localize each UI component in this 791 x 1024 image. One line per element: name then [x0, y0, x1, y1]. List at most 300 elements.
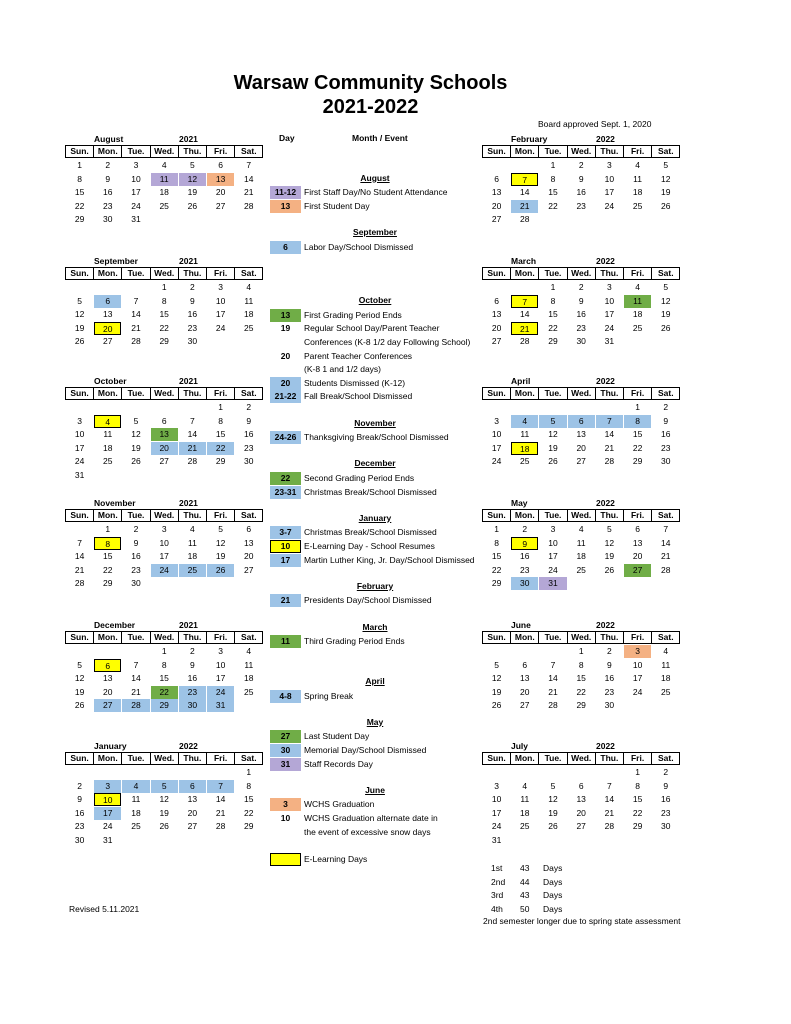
event-row — [270, 635, 485, 648]
calendar-day: 4 — [94, 415, 121, 428]
calendar-year: 2022 — [596, 134, 615, 144]
calendar-day: 26 — [187, 200, 198, 211]
calendar-day: 23 — [604, 686, 615, 697]
weekday-header: Mon. — [510, 387, 539, 400]
weekday-header: Thu. — [178, 267, 207, 280]
calendar-day: 12 — [74, 673, 85, 684]
semester-note: 2nd semester longer due to spring state assessment — [483, 916, 681, 926]
calendar-year: 2022 — [179, 741, 198, 751]
event-day-badge: 4-8 — [270, 690, 301, 703]
calendar-day: 22 — [632, 442, 643, 453]
weekday-header: Sun. — [65, 387, 94, 400]
weekday-header: Wed. — [567, 267, 596, 280]
calendar-day: 15 — [244, 794, 254, 805]
semester-unit: Days — [543, 863, 563, 873]
calendar-day: 4 — [511, 415, 538, 428]
calendar-day: 21 — [604, 442, 615, 453]
weekday-header: Thu. — [178, 631, 207, 644]
calendar-year: 2022 — [596, 376, 615, 386]
calendar-day: 17 — [604, 309, 615, 320]
event-day-badge: 23-31 — [270, 486, 301, 499]
weekday-header: Thu. — [595, 267, 624, 280]
calendar-day: 2 — [190, 282, 195, 292]
weekday-header: Sun. — [482, 631, 511, 644]
calendar-day: 17 — [131, 187, 141, 198]
event-day-badge: 3 — [270, 798, 301, 811]
calendar-day: 22 — [632, 807, 643, 818]
calendar-day: 5 — [77, 295, 82, 306]
calendar-day: 19 — [548, 442, 558, 453]
event-text: First Staff Day/No Student Attendance — [304, 187, 448, 198]
weekday-header: Fri. — [623, 145, 652, 158]
weekday-header: Fri. — [623, 509, 652, 522]
calendar-day: 3 — [607, 160, 612, 170]
weekday-header: Fri. — [206, 145, 235, 158]
calendar-day: 16 — [661, 794, 671, 805]
weekday-header: Mon. — [510, 267, 539, 280]
calendar-day: 27 — [159, 456, 169, 467]
calendar-day: 29 — [244, 821, 254, 832]
calendar-day: 13 — [491, 309, 502, 320]
event-text: Parent Teacher Conferences — [304, 350, 413, 361]
calendar-day: 14 — [520, 187, 530, 198]
event-text: the event of excessive snow days — [304, 826, 431, 837]
calendar-day: 27 — [624, 564, 651, 577]
calendar-day: 6 — [161, 415, 167, 426]
weekday-header: Sat. — [651, 752, 680, 765]
calendar-day: 31 — [539, 577, 566, 590]
event-row — [270, 540, 485, 553]
calendar-day: 12 — [661, 295, 671, 306]
event-day-badge: 21-22 — [270, 390, 301, 403]
calendar-day: 3 — [161, 524, 167, 534]
calendar-day: 13 — [151, 428, 178, 441]
calendar-day: 4 — [663, 646, 669, 656]
calendar-day: 9 — [511, 537, 538, 550]
calendar-day: 10 — [548, 537, 558, 548]
calendar-day: 26 — [491, 700, 502, 711]
weekday-header: Sat. — [234, 752, 263, 765]
calendar-year: 2022 — [596, 256, 615, 266]
calendar-day: 21 — [74, 564, 85, 575]
calendar-day: 29 — [548, 336, 558, 347]
weekday-header: Sat. — [234, 631, 263, 644]
weekday-header: Sun. — [482, 145, 511, 158]
calendar-day: 10 — [491, 429, 502, 440]
calendar-day: 17 — [632, 673, 643, 684]
calendar-day: 5 — [151, 780, 178, 793]
weekday-header: Fri. — [206, 509, 235, 522]
weekday-header: Tue. — [121, 387, 150, 400]
calendar-day: 5 — [663, 160, 669, 170]
calendar-day: 30 — [179, 699, 206, 712]
event-month-heading: January — [358, 512, 392, 523]
calendar-day: 14 — [215, 794, 226, 805]
event-text: Students Dismissed (K-12) — [304, 377, 406, 388]
calendar-day: 11 — [103, 429, 113, 440]
calendar-day: 7 — [663, 524, 669, 534]
calendar-day: 29 — [74, 214, 85, 225]
event-row — [270, 350, 485, 363]
weekday-header: Wed. — [150, 387, 179, 400]
calendar-day: 26 — [74, 700, 85, 711]
event-day-badge: 10 — [270, 540, 301, 553]
event-text: Presidents Day/School Dismissed — [304, 595, 432, 606]
calendar-day: 20 — [491, 322, 502, 333]
calendar-day: 2 — [522, 524, 528, 534]
calendar-year: 2021 — [179, 376, 198, 386]
weekday-header: Mon. — [510, 631, 539, 644]
calendar-day: 10 — [159, 537, 169, 548]
event-day-badge: 24-26 — [270, 431, 301, 444]
school-year: 2021-2022 — [322, 96, 419, 118]
calendar-day: 23 — [661, 442, 671, 453]
day-column-header: Day — [279, 133, 295, 143]
calendar-month: July — [511, 741, 529, 751]
calendar-day: 14 — [131, 673, 141, 684]
calendar-day: 17 — [215, 309, 226, 320]
calendar-day: 8 — [550, 173, 556, 184]
calendar-day: 8 — [624, 415, 651, 428]
calendar-day: 28 — [604, 456, 615, 467]
calendar-day: 27 — [520, 700, 530, 711]
event-month-heading: March — [362, 621, 388, 632]
calendar-day: 10 — [604, 173, 615, 184]
calendar-day: 12 — [131, 429, 141, 440]
weekday-header: Mon. — [510, 752, 539, 765]
calendar-day: 11 — [661, 659, 671, 670]
calendar-day: 10 — [74, 429, 85, 440]
calendar-day: 2 — [578, 160, 584, 170]
calendar-year: 2022 — [596, 498, 615, 508]
weekday-header: Tue. — [538, 509, 567, 522]
event-text: Conferences (K-8 1/2 day Following School) — [304, 336, 471, 347]
event-row — [270, 390, 485, 403]
calendar-day: 3 — [494, 780, 499, 791]
weekday-header: Thu. — [595, 387, 624, 400]
calendar-day: 21 — [215, 807, 226, 818]
calendar-day: 19 — [131, 442, 141, 453]
calendar-day: 24 — [491, 821, 502, 832]
calendar-day: 15 — [491, 551, 502, 562]
calendar-day: 28 — [244, 200, 254, 211]
semester-label: 1st — [491, 863, 503, 873]
weekday-header: Wed. — [150, 145, 179, 158]
weekday-header: Sat. — [651, 631, 680, 644]
calendar-day: 19 — [74, 686, 85, 697]
weekday-header: Wed. — [150, 509, 179, 522]
calendar-day: 23 — [131, 564, 141, 575]
calendar-year: 2022 — [596, 620, 615, 630]
calendar-day: 28 — [604, 821, 615, 832]
event-row — [270, 486, 485, 499]
weekday-header: Mon. — [93, 752, 122, 765]
calendar-day: 17 — [159, 551, 169, 562]
weekday-header: Sun. — [482, 387, 511, 400]
calendar-day: 16 — [187, 673, 198, 684]
calendar-day: 22 — [159, 322, 169, 333]
calendar-day: 14 — [244, 173, 254, 184]
calendar-day: 19 — [604, 551, 615, 562]
calendar-year: 2021 — [179, 498, 198, 508]
calendar-day: 10 — [215, 295, 226, 306]
calendar-day: 7 — [77, 537, 82, 548]
event-text: Spring Break — [304, 690, 354, 701]
event-row — [270, 377, 485, 390]
calendar-day: 19 — [548, 807, 558, 818]
calendar-day: 4 — [635, 160, 640, 170]
calendar-day: 25 — [244, 322, 254, 333]
calendar-day: 5 — [218, 524, 223, 534]
calendar-day: 26 — [604, 564, 615, 575]
semester-count: 43 — [520, 863, 530, 873]
calendar-day: 7 — [133, 295, 139, 306]
calendar-day: 30 — [661, 821, 671, 832]
event-text: WCHS Graduation — [304, 799, 375, 810]
weekday-header: Thu. — [178, 752, 207, 765]
calendar-day: 14 — [74, 551, 85, 562]
calendar-day: 12 — [661, 173, 671, 184]
calendar-day: 22 — [207, 442, 234, 455]
calendar-day: 4 — [635, 282, 640, 292]
event-month-heading: November — [354, 417, 396, 428]
calendar-day: 17 — [491, 807, 502, 818]
calendar-day: 3 — [218, 646, 223, 656]
calendar-day: 9 — [77, 794, 82, 805]
calendar-day: 5 — [607, 524, 612, 534]
calendar-day: 18 — [632, 187, 643, 198]
calendar-day: 15 — [548, 309, 558, 320]
weekday-header: Thu. — [595, 752, 624, 765]
calendar-day: 16 — [103, 187, 113, 198]
calendar-day: 16 — [661, 429, 671, 440]
calendar-day: 25 — [576, 564, 586, 575]
calendar-day: 9 — [607, 659, 612, 670]
calendar-day: 9 — [663, 415, 669, 426]
weekday-header: Mon. — [510, 509, 539, 522]
calendar-day: 1 — [494, 524, 499, 534]
calendar-day: 3 — [624, 645, 651, 658]
weekday-header: Fri. — [206, 631, 235, 644]
calendar-day: 15 — [159, 309, 169, 320]
calendar-day: 9 — [578, 173, 584, 184]
calendar-day: 22 — [576, 686, 586, 697]
calendar-day: 1 — [635, 402, 640, 412]
calendar-day: 1 — [105, 524, 111, 534]
calendar-day: 12 — [159, 794, 169, 805]
calendar-day: 8 — [246, 780, 252, 791]
weekday-header: Wed. — [150, 267, 179, 280]
calendar-day: 17 — [604, 187, 615, 198]
weekday-header: Tue. — [121, 267, 150, 280]
event-text: First Student Day — [304, 200, 370, 211]
calendar-day: 9 — [190, 659, 195, 670]
calendar-day: 7 — [133, 659, 139, 670]
calendar-day: 28 — [548, 700, 558, 711]
calendar-day: 29 — [632, 456, 643, 467]
calendar-day: 18 — [131, 807, 141, 818]
event-month-heading: February — [356, 580, 394, 591]
calendar-day: 27 — [94, 699, 121, 712]
calendar-day: 2 — [190, 646, 195, 656]
calendar-day: 23 — [576, 200, 586, 211]
calendar-day: 28 — [187, 456, 198, 467]
calendar-day: 2 — [133, 524, 139, 534]
event-month-heading: October — [358, 295, 392, 306]
weekday-header: Sat. — [234, 387, 263, 400]
calendar-day: 11 — [244, 659, 254, 670]
calendar-day: 23 — [661, 807, 671, 818]
calendar-month: May — [511, 498, 528, 508]
approval-note: Board approved Sept. 1, 2020 — [538, 119, 652, 129]
event-month-heading: June — [365, 784, 385, 795]
weekday-header: Tue. — [121, 509, 150, 522]
weekday-header: Wed. — [567, 145, 596, 158]
weekday-header: Wed. — [567, 387, 596, 400]
calendar-year: 2021 — [179, 620, 198, 630]
calendar-day: 25 — [179, 564, 206, 577]
calendar-day: 3 — [133, 160, 139, 170]
event-row — [270, 363, 485, 376]
calendar-day: 15 — [74, 187, 85, 198]
event-day-badge: 13 — [270, 200, 301, 213]
calendar-day: 1 — [161, 646, 167, 656]
calendar-day: 13 — [187, 794, 198, 805]
calendar-day: 4 — [122, 780, 149, 793]
semester-label: 4th — [491, 903, 503, 914]
calendar-month: September — [94, 256, 138, 266]
weekday-header: Tue. — [121, 752, 150, 765]
event-day-badge: 11 — [270, 635, 301, 648]
event-row — [270, 554, 485, 567]
calendar-day: 6 — [179, 780, 206, 793]
weekday-header: Sat. — [651, 145, 680, 158]
calendar-day: 20 — [632, 551, 643, 562]
calendar-day: 12 — [548, 794, 558, 805]
calendar-day: 8 — [94, 537, 121, 550]
calendar-day: 10 — [491, 794, 502, 805]
calendar-day: 13 — [520, 673, 530, 684]
calendar-day: 15 — [632, 794, 643, 805]
calendar-day: 13 — [576, 794, 586, 805]
event-text: E-Learning Days — [304, 853, 368, 864]
weekday-header: Fri. — [206, 267, 235, 280]
weekday-header: Thu. — [178, 387, 207, 400]
calendar-day: 11 — [187, 537, 197, 548]
calendar-day: 24 — [131, 200, 141, 211]
calendar-day: 15 — [103, 551, 113, 562]
event-day-badge: 11-12 — [270, 186, 301, 199]
event-day-badge: 27 — [270, 730, 301, 743]
calendar-day: 6 — [494, 173, 499, 184]
weekday-header: Sat. — [234, 145, 263, 158]
calendar-day: 29 — [151, 699, 178, 712]
semester-label: 2nd — [491, 876, 506, 887]
calendar-day: 11 — [520, 794, 530, 805]
weekday-header: Thu. — [178, 145, 207, 158]
calendar-month: November — [94, 498, 136, 508]
calendar-day: 18 — [661, 673, 671, 684]
calendar-day: 24 — [604, 200, 615, 211]
calendar-day: 15 — [215, 429, 226, 440]
event-text: Memorial Day/School Dismissed — [304, 744, 427, 755]
calendar-day: 18 — [244, 309, 254, 320]
weekday-header: Sat. — [651, 509, 680, 522]
calendar-day: 9 — [133, 537, 139, 548]
calendar-day: 31 — [207, 699, 234, 712]
calendar-day: 8 — [77, 173, 82, 184]
calendar-day: 24 — [548, 564, 558, 575]
calendar-day: 10 — [632, 659, 643, 670]
event-row — [270, 730, 485, 743]
weekday-header: Tue. — [538, 145, 567, 158]
calendar-day: 12 — [604, 537, 615, 548]
calendar-day: 17 — [215, 673, 226, 684]
calendar-day: 10 — [215, 659, 226, 670]
calendar-day: 25 — [103, 456, 113, 467]
calendar-day: 31 — [491, 835, 502, 845]
calendar-day: 5 — [494, 659, 499, 670]
calendar-day: 21 — [131, 322, 141, 333]
calendar-day: 28 — [520, 214, 530, 225]
calendar-day: 3 — [218, 282, 223, 292]
calendar-day: 3 — [94, 780, 121, 793]
weekday-header: Thu. — [595, 631, 624, 644]
calendar-day: 18 — [244, 673, 254, 684]
event-day-badge: 20 — [280, 350, 291, 361]
event-row — [270, 853, 485, 866]
calendar-day: 24 — [215, 322, 226, 333]
calendar-day: 30 — [661, 456, 671, 467]
calendar-day: 9 — [105, 173, 111, 184]
calendar-day: 11 — [520, 429, 530, 440]
weekday-header: Mon. — [93, 509, 122, 522]
calendar-day: 14 — [520, 309, 530, 320]
event-text: First Grading Period Ends — [304, 309, 402, 320]
calendar-day: 18 — [520, 807, 530, 818]
event-row — [270, 526, 485, 539]
calendar-day: 23 — [520, 564, 530, 575]
calendar-day: 29 — [103, 578, 113, 589]
calendar-day: 7 — [246, 160, 252, 170]
calendar-day: 6 — [94, 659, 121, 672]
calendar-day: 17 — [94, 807, 121, 820]
calendar-day: 3 — [494, 415, 499, 426]
calendar-day: 13 — [576, 429, 586, 440]
calendar-day: 22 — [74, 200, 85, 211]
semester-count: 44 — [520, 876, 530, 887]
event-row — [270, 431, 485, 444]
event-row — [270, 758, 485, 771]
calendar-day: 4 — [246, 646, 252, 656]
calendar-day: 9 — [190, 295, 195, 306]
calendar-day: 25 — [159, 200, 169, 211]
calendar-day: 19 — [159, 807, 169, 818]
weekday-header: Mon. — [93, 267, 122, 280]
calendar-day: 14 — [187, 429, 198, 440]
calendar-month: April — [511, 376, 531, 386]
event-row — [270, 241, 485, 254]
calendar-day: 30 — [576, 336, 586, 347]
calendar-year: 2022 — [596, 741, 615, 751]
calendar-day: 20 — [576, 442, 586, 453]
calendar-day: 31 — [74, 470, 85, 480]
event-text: Last Student Day — [304, 731, 370, 742]
calendar-day: 26 — [548, 821, 558, 832]
calendar-day: 19 — [187, 187, 198, 198]
calendar-day: 13 — [632, 537, 643, 548]
calendar-day: 24 — [632, 686, 643, 697]
